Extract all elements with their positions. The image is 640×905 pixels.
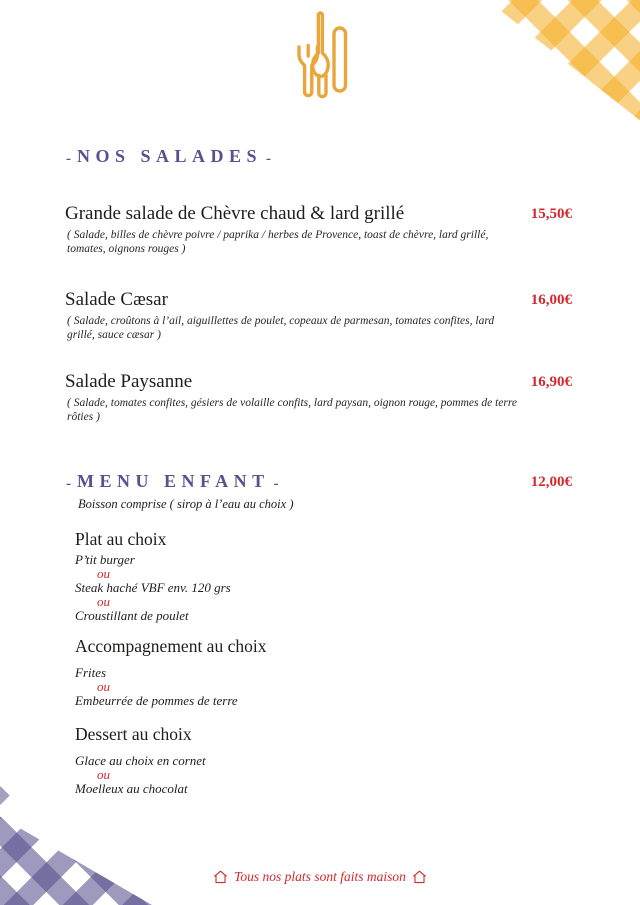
item-description: ( Salade, tomates confites, gésiers de volaille confits, lard paysan, oignon rouge, pommes de terre rôties ) <box>67 397 518 423</box>
item-name: Salade Cæsar <box>65 289 168 310</box>
item-description: ( Salade, croûtons à l’ail, aiguillettes de poulet, copeaux de parmesan, tomates confites, lard grillé, sauce cæsar ) <box>67 315 495 341</box>
dash-decor: - <box>66 476 71 492</box>
menu-enfant-note: Boisson comprise ( sirop à l’eau au choix ) <box>78 497 294 511</box>
dash-decor: - <box>266 151 272 167</box>
house-icon <box>412 870 427 884</box>
or-separator: ou <box>97 679 110 694</box>
or-separator: ou <box>97 767 110 782</box>
group-options-plat <box>75 553 231 623</box>
group-options-accompagnement <box>75 666 238 708</box>
item-description: ( Salade, billes de chèvre poivre / paprika / herbes de Provence, toast de chèvre, lard grillé, tomates, oignons rouges ) <box>67 229 489 255</box>
option: Steak haché VBF env. 120 grs <box>75 580 231 595</box>
group-heading-accompagnement: Accompagnement au choix <box>75 636 267 656</box>
option: Moelleux au chocolat <box>75 781 188 796</box>
group-heading-plat: Plat au choix <box>75 529 167 549</box>
option: Croustillant de poulet <box>75 608 189 623</box>
item-name: Grande salade de Chèvre chaud & lard grillé <box>65 203 405 224</box>
section-header-salades <box>66 146 572 167</box>
cutlery-logo-icon <box>291 11 349 112</box>
option: P’tit burger <box>75 552 135 567</box>
dash-decor: - <box>273 476 279 492</box>
section-title-menu-enfant: MENU ENFANT <box>77 471 270 491</box>
item-name: Salade Paysanne <box>65 371 193 392</box>
or-separator: ou <box>97 594 110 609</box>
option: Glace au choix en cornet <box>75 753 206 768</box>
footer-text: Tous nos plats sont faits maison <box>234 869 406 884</box>
item-price: 16,00€ <box>530 292 572 308</box>
gingham-pattern-top-right <box>470 0 640 140</box>
option: Frites <box>75 665 107 680</box>
section-title-salades: NOS SALADES <box>77 146 263 166</box>
item-price: 15,50€ <box>530 206 572 222</box>
item-price: 16,90€ <box>530 374 572 390</box>
section-header-menu-enfant <box>66 471 572 492</box>
dash-decor: - <box>66 151 71 167</box>
menu-enfant-price: 12,00€ <box>530 474 572 490</box>
or-separator: ou <box>97 566 110 581</box>
footer <box>0 869 640 885</box>
menu-item-salade-caesar <box>65 289 572 342</box>
gingham-pattern-bottom-left <box>0 813 152 905</box>
menu-item-salade-paysanne <box>65 371 572 424</box>
menu-item-grande-salade <box>65 203 572 256</box>
house-icon <box>213 870 228 884</box>
gingham-fragment <box>0 786 10 804</box>
group-options-dessert <box>75 754 206 796</box>
group-heading-dessert: Dessert au choix <box>75 724 192 744</box>
option: Embeurrée de pommes de terre <box>75 693 238 708</box>
